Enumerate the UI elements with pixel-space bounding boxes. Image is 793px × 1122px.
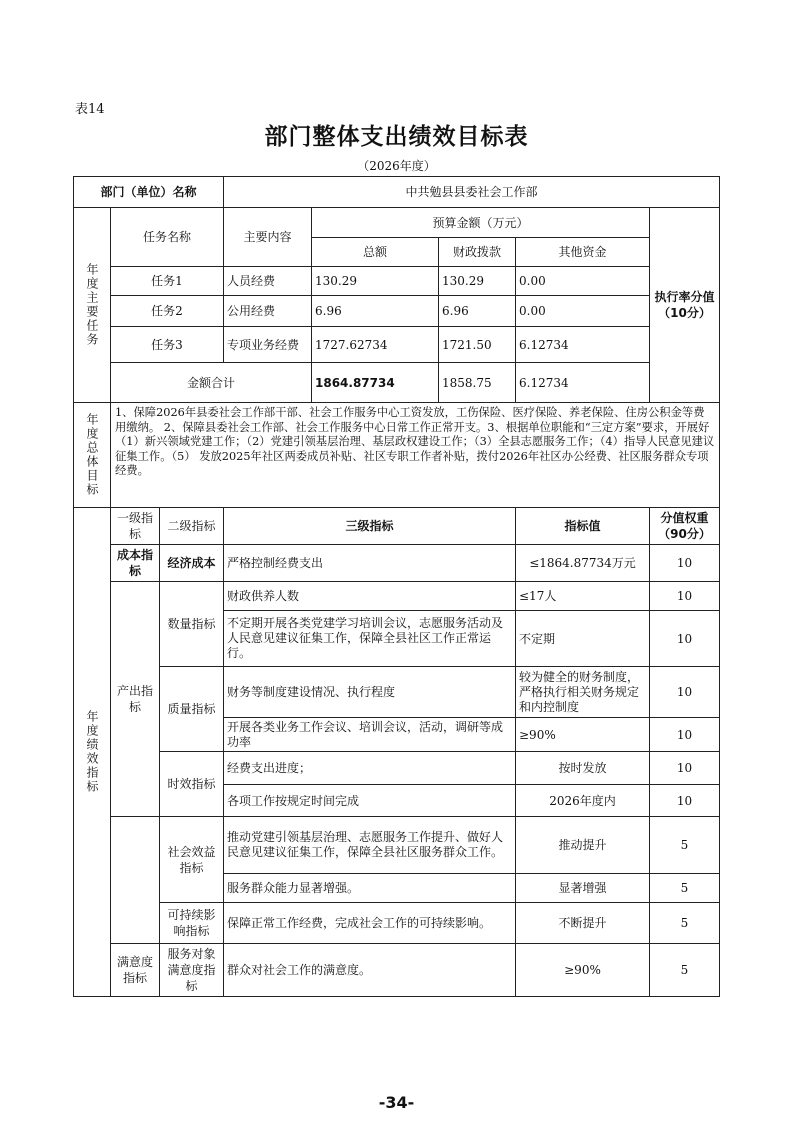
task-name: 任务2 bbox=[110, 295, 224, 327]
indicator-l3: 财政供养人数 bbox=[223, 581, 516, 611]
goal-label: 年度总体目标 bbox=[73, 402, 111, 508]
indicator-weight: 5 bbox=[649, 816, 720, 874]
indicator-l3: 不定期开展各类党建学习培训会议，志愿服务活动及人民意见建议征集工作，保障全县社区工作正常运行。 bbox=[223, 610, 516, 667]
dept-label: 部门（单位）名称 bbox=[73, 176, 224, 208]
sustain-l2: 可持续影响指标 bbox=[159, 902, 224, 944]
indicator-value: 2026年度内 bbox=[515, 784, 650, 817]
document-year: （2026年度） bbox=[357, 159, 436, 173]
task-name: 任务1 bbox=[110, 266, 224, 296]
cost-l2: 经济成本 bbox=[159, 544, 224, 582]
quality-l2: 质量指标 bbox=[159, 666, 224, 752]
indicator-weight: 10 bbox=[649, 581, 720, 611]
satisfaction-l1: 满意度指标 bbox=[110, 943, 160, 997]
indicator-weight: 5 bbox=[649, 902, 720, 944]
task-total: 130.29 bbox=[311, 266, 439, 296]
task-name: 任务3 bbox=[110, 326, 224, 363]
indicator-l3: 财务等制度建设情况、执行程度 bbox=[223, 666, 516, 718]
satisfaction-l2: 服务对象满意度指标 bbox=[159, 943, 224, 997]
col-total: 总额 bbox=[311, 237, 439, 267]
indicator-l3: 严格控制经费支出 bbox=[223, 544, 516, 582]
indicator-value: 显著增强 bbox=[515, 873, 650, 903]
col-weight: 分值权重（90分） bbox=[649, 507, 720, 545]
sum-fiscal: 1858.75 bbox=[438, 362, 516, 403]
task-total: 6.96 bbox=[311, 295, 439, 327]
indicator-weight: 10 bbox=[649, 751, 720, 785]
col-fiscal: 财政拨款 bbox=[438, 237, 516, 267]
sum-label: 金额合计 bbox=[110, 362, 312, 403]
indicator-l3: 开展各类业务工作会议、培训会议，活动，调研等成功率 bbox=[223, 717, 516, 752]
indicator-weight: 10 bbox=[649, 666, 720, 718]
col-budget: 预算金额（万元） bbox=[311, 207, 650, 238]
task-content: 人员经费 bbox=[223, 266, 312, 296]
col-other: 其他资金 bbox=[515, 237, 650, 267]
indicator-value: ≥90% bbox=[515, 717, 650, 752]
table-number: 表14 bbox=[75, 102, 105, 117]
effect-l1 bbox=[110, 816, 160, 944]
tasks-section-label: 年度主要任务 bbox=[73, 207, 111, 403]
output-l1: 产出指标 bbox=[110, 581, 160, 817]
indicator-l3: 服务群众能力显著增强。 bbox=[223, 873, 516, 903]
task-fiscal: 6.96 bbox=[438, 295, 516, 327]
task-other: 0.00 bbox=[515, 295, 650, 327]
goal-text: 1、保障2026年县委社会工作部干部、社会工作服务中心工资发放，工伤保险、医疗保险、养老保险、住房公积金等费用缴纳。 2、保障县委社会工作部、社会工作服务中心日常工作正常开支。3、根据单位职能和“三定方案”要求，开展好（1）新兴领域党建工作；（2）党建引领基层治理、基层政权建设工作；（3）全县志愿服务工作；（4）指导人民意见建议征集工作。（5） 发放2025年社区两委成员补贴、社区专职工作者补贴，拨付2026年社区办公经费、社区服务群众专项经费。 bbox=[110, 402, 720, 508]
indicator-value: 按时发放 bbox=[515, 751, 650, 785]
exec-rate-label: 执行率分值（10分） bbox=[649, 207, 720, 403]
task-content: 公用经费 bbox=[223, 295, 312, 327]
cost-l1: 成本指标 bbox=[110, 544, 160, 582]
indicator-weight: 5 bbox=[649, 943, 720, 997]
indicator-value: 较为健全的财务制度，严格执行相关财务规定和内控制度 bbox=[515, 666, 650, 718]
indicator-value: ≤17人 bbox=[515, 581, 650, 611]
indicator-value: 不定期 bbox=[515, 610, 650, 667]
task-fiscal: 130.29 bbox=[438, 266, 516, 296]
col-level3: 三级指标 bbox=[223, 507, 516, 545]
indicator-l3: 经费支出进度； bbox=[223, 751, 516, 785]
indicator-weight: 10 bbox=[649, 784, 720, 817]
indicator-weight: 10 bbox=[649, 544, 720, 582]
indicator-l3: 群众对社会工作的满意度。 bbox=[223, 943, 516, 997]
indicator-weight: 10 bbox=[649, 610, 720, 667]
indicator-value: ≤1864.87734万元 bbox=[515, 544, 650, 582]
sum-other: 6.12734 bbox=[515, 362, 650, 403]
indicator-value: 推动提升 bbox=[515, 816, 650, 874]
indicator-weight: 5 bbox=[649, 873, 720, 903]
task-other: 6.12734 bbox=[515, 326, 650, 363]
col-level2: 二级指标 bbox=[159, 507, 224, 545]
col-indicator-value: 指标值 bbox=[515, 507, 650, 545]
document-title: 部门整体支出绩效目标表 bbox=[264, 124, 529, 150]
indicators-section-label: 年度绩效指标 bbox=[73, 507, 111, 997]
indicator-l3: 保障正常工作经费，完成社会工作的可持续影响。 bbox=[223, 902, 516, 944]
sum-total: 1864.87734 bbox=[311, 362, 439, 403]
indicator-value: ≥90% bbox=[515, 943, 650, 997]
col-main-content: 主要内容 bbox=[223, 207, 312, 267]
timeliness-l2: 时效指标 bbox=[159, 751, 224, 817]
indicator-l3: 各项工作按规定时间完成 bbox=[223, 784, 516, 817]
task-other: 0.00 bbox=[515, 266, 650, 296]
social-l2: 社会效益指标 bbox=[159, 816, 224, 903]
col-level1: 一级指标 bbox=[110, 507, 160, 545]
page-number: -34- bbox=[378, 1093, 415, 1112]
indicator-value: 不断提升 bbox=[515, 902, 650, 944]
task-content: 专项业务经费 bbox=[223, 326, 312, 363]
indicator-weight: 10 bbox=[649, 717, 720, 752]
col-task-name: 任务名称 bbox=[110, 207, 224, 267]
indicator-l3: 推动党建引领基层治理、志愿服务工作提升、做好人民意见建议征集工作，保障全县社区服务群众工作。 bbox=[223, 816, 516, 874]
quantity-l2: 数量指标 bbox=[159, 581, 224, 667]
task-fiscal: 1721.50 bbox=[438, 326, 516, 363]
dept-value: 中共勉县县委社会工作部 bbox=[223, 176, 720, 208]
task-total: 1727.62734 bbox=[311, 326, 439, 363]
